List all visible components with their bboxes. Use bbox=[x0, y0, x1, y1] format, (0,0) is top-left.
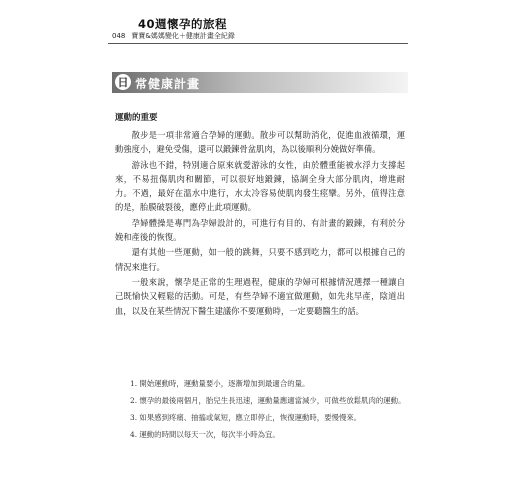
list-item: 4. 運動的時間以每天一次，每次半小時為宜。 bbox=[130, 430, 280, 439]
section-banner bbox=[112, 72, 408, 93]
paragraph: 一般來說，懷孕是正常的生理過程，健康的孕婦可根據情況選擇一種讓自己既愉快又輕鬆的活動。可是，有些孕婦不適宜做運動，如先兆早產，陰道出血，以及在某些情況下醫生建議你不要運動時，一定要聽醫生的話。 bbox=[115, 276, 405, 316]
list-item: 1. 開始運動時，運動量要小，逐漸增加到最適合的量。 bbox=[130, 379, 310, 388]
body-text bbox=[115, 128, 405, 319]
paragraph: 散步是一項非常適合孕婦的運動。散步可以幫助消化，促進血液循環，運動強度小，避免受傷，還可以鍛鍊骨盆肌肉，為以後順利分娩做好準備。 bbox=[115, 130, 405, 155]
header-divider bbox=[108, 43, 408, 44]
book-title: 40週懷孕的旅程 bbox=[138, 17, 228, 31]
paragraph: 孕婦體操是專門為孕婦設計的，可進行有目的、有計畫的鍛鍊，有利於分娩和產後的恢復。 bbox=[115, 217, 405, 243]
section-title: 常健康計畫 bbox=[135, 77, 201, 91]
section-initial-badge: 日 bbox=[115, 74, 131, 90]
running-header bbox=[112, 31, 235, 41]
subheading: 運動的重要 bbox=[115, 113, 158, 123]
list-item: 3. 如果感到疼痛、抽搐或氣短，應立即停止，恢復運動時，要慢慢來。 bbox=[130, 413, 362, 422]
book-subtitle: 寶寶&媽媽變化＋健康計畫全紀錄 bbox=[131, 32, 235, 40]
paragraph: 游泳也不錯，特別適合原來就愛游泳的女性，由於體重能被水浮力支撐起來，不易扭傷肌肉和關節，可以很好地鍛鍊，協調全身大部分肌肉，增進耐力。不過，最好在溫水中進行，水太冷容易使肌肉發生痙攣。另外，值得注意的是，胎膜破裂後，應停止此項運動。 bbox=[115, 159, 405, 213]
page-number: 048 bbox=[112, 32, 126, 40]
paragraph: 還有其他一些運動，如一般的跳舞，只要不感到吃力，都可以根據自己的情況來進行。 bbox=[115, 247, 405, 272]
list-item: 2. 懷孕的最後兩個月，胎兒生長迅速，運動量應適當減少，可做些放鬆肌肉的運動。 bbox=[130, 396, 406, 405]
tips-list bbox=[130, 377, 408, 445]
